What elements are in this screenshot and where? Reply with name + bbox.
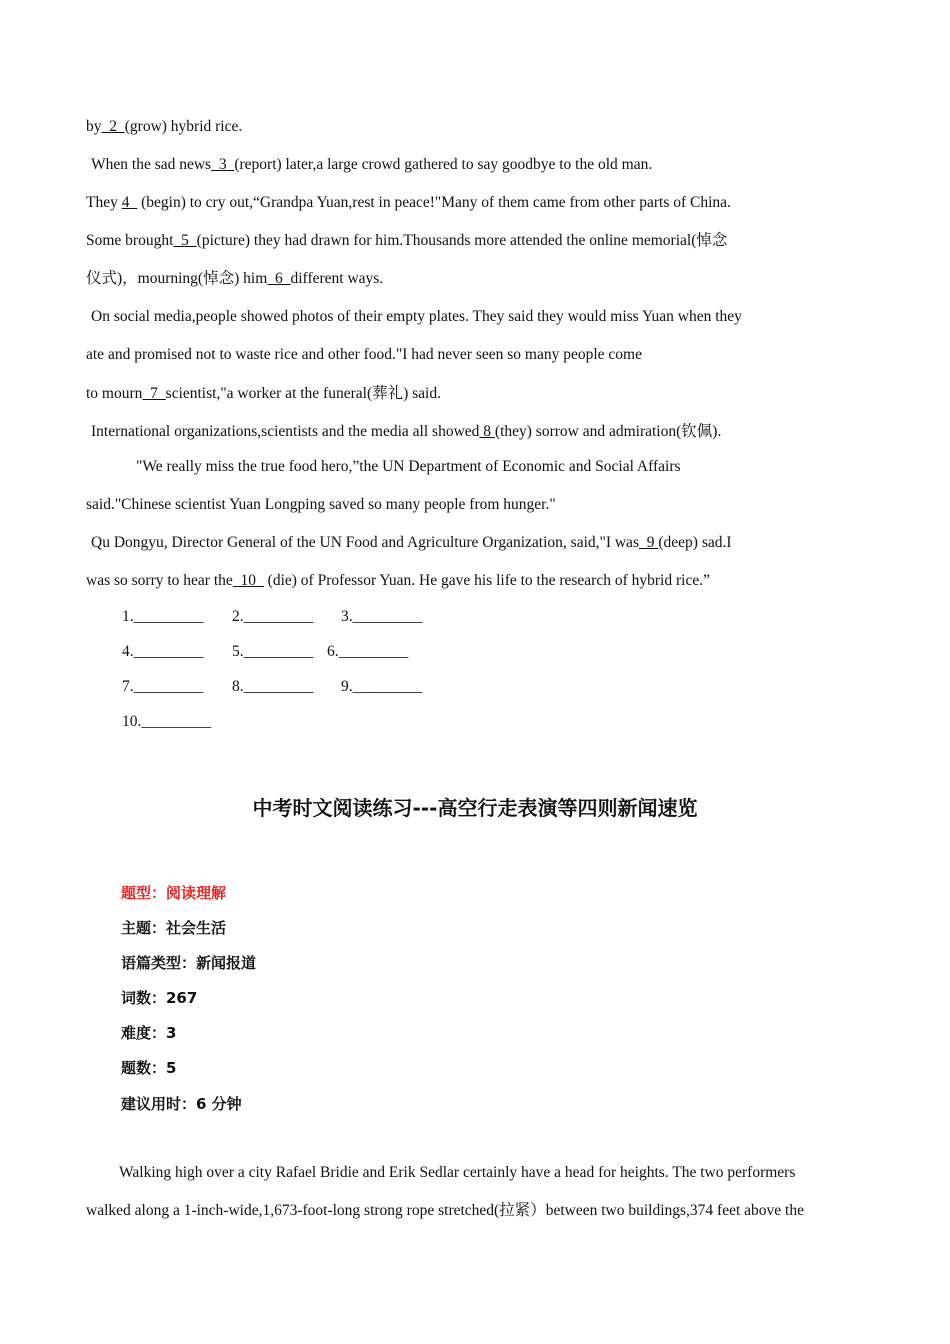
blank-2: 2 bbox=[101, 118, 125, 135]
passage-line-8 bbox=[86, 384, 441, 404]
text: was so sorry to hear the bbox=[86, 572, 233, 589]
text: When the sad news bbox=[91, 156, 212, 173]
passage-line-9 bbox=[91, 422, 721, 442]
passage-line-10: "We really miss the true food hero,”the UN Department of Economic and Social Affairs bbox=[136, 458, 681, 475]
text: scientist,"a worker at the funeral(葬礼) said. bbox=[165, 385, 441, 402]
meta-question-count: 题数：5 bbox=[121, 1059, 177, 1077]
text: (picture) they had drawn for him.Thousands more attended the online memorial(悼念 bbox=[196, 232, 728, 249]
blank-5: 5 bbox=[173, 232, 197, 249]
meta-suggested-time: 建议用时：6 分钟 bbox=[121, 1095, 242, 1113]
passage-line-7: ate and promised not to waste rice and other food."I had never seen so many people come bbox=[86, 346, 642, 363]
text: (begin) to cry out,“Grandpa Yuan,rest in peace!"Many of them came from other parts of China. bbox=[137, 194, 731, 211]
passage-line-2 bbox=[91, 155, 652, 175]
passage-line-3 bbox=[86, 193, 731, 213]
answer-blank-2: 2._________ bbox=[232, 608, 314, 625]
blank-8: 8 bbox=[479, 423, 495, 440]
passage-line-12 bbox=[91, 533, 732, 553]
section-title: 中考时文阅读练习---高空行走表演等四则新闻速览 bbox=[252, 796, 698, 820]
article-line-1: Walking high over a city Rafael Bridie and Erik Sedlar certainly have a head for heights. The two performers bbox=[119, 1164, 796, 1181]
answer-blank-7: 7._________ bbox=[122, 678, 204, 695]
text: 仪式)，mourning(悼念) him bbox=[86, 270, 268, 287]
passage-line-1 bbox=[86, 117, 242, 137]
meta-genre: 语篇类型：新闻报道 bbox=[121, 954, 257, 972]
answer-blank-4: 4._________ bbox=[122, 643, 204, 660]
text: different ways. bbox=[290, 270, 384, 287]
text: Some brought bbox=[86, 232, 174, 249]
answer-blank-6: 6._________ bbox=[327, 643, 409, 660]
blank-10: 10 bbox=[232, 572, 264, 589]
meta-question-type: 题型：阅读理解 bbox=[121, 884, 227, 902]
answer-blank-8: 8._________ bbox=[232, 678, 314, 695]
passage-line-11: said."Chinese scientist Yuan Longping saved so many people from hunger." bbox=[86, 496, 556, 513]
answer-blank-1: 1._________ bbox=[122, 608, 204, 625]
text: (they) sorrow and admiration(钦佩). bbox=[494, 423, 722, 440]
answer-blank-10: 10._________ bbox=[122, 713, 212, 730]
text: by bbox=[86, 118, 102, 135]
blank-9: 9 bbox=[638, 534, 659, 551]
text: to mourn bbox=[86, 385, 143, 402]
text: (grow) hybrid rice. bbox=[124, 118, 243, 135]
text: (report) later,a large crowd gathered to say goodbye to the old man. bbox=[234, 156, 653, 173]
meta-theme: 主题：社会生活 bbox=[121, 919, 227, 937]
blank-6: 6 bbox=[267, 270, 291, 287]
text: Qu Dongyu, Director General of the UN Food and Agriculture Organization, said,"I was bbox=[91, 534, 639, 551]
passage-line-5 bbox=[86, 269, 383, 289]
meta-difficulty: 难度：3 bbox=[121, 1024, 177, 1042]
blank-3: 3 bbox=[211, 156, 235, 173]
blank-4: 4 bbox=[121, 194, 138, 211]
text: (die) of Professor Yuan. He gave his life to the research of hybrid rice.” bbox=[263, 572, 710, 589]
passage-line-4 bbox=[86, 231, 727, 251]
answer-blank-5: 5._________ bbox=[232, 643, 314, 660]
passage-line-6: On social media,people showed photos of their empty plates. They said they would miss Yuan when they bbox=[91, 308, 742, 325]
meta-word-count: 词数：267 bbox=[121, 989, 198, 1007]
article-line-2: walked along a 1-inch-wide,1,673-foot-long strong rope stretched(拉紧）between two buildings,374 feet above the bbox=[86, 1202, 804, 1219]
text: International organizations,scientists and the media all showed bbox=[91, 423, 480, 440]
text: They bbox=[86, 194, 122, 211]
text: (deep) sad.I bbox=[658, 534, 732, 551]
answer-blank-3: 3._________ bbox=[341, 608, 423, 625]
passage-line-13 bbox=[86, 571, 710, 591]
answer-blank-9: 9._________ bbox=[341, 678, 423, 695]
blank-7: 7 bbox=[142, 385, 166, 402]
